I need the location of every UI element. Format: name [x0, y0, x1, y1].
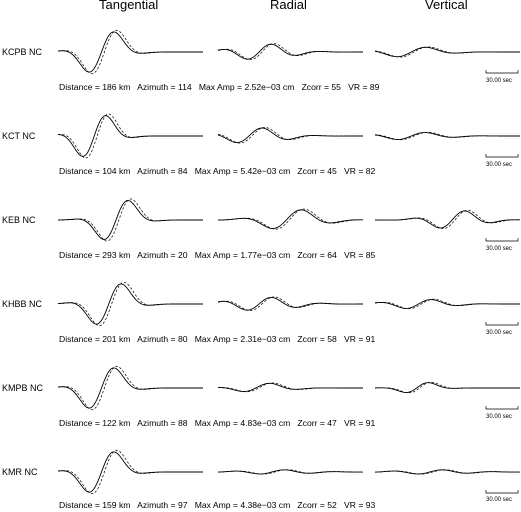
time-scale-bar [486, 490, 518, 493]
synthetic-trace-vertical [375, 132, 520, 139]
synthetic-trace-tangential [58, 114, 203, 158]
observed-trace-tangential [58, 368, 203, 408]
synthetic-trace-radial [218, 383, 363, 392]
azimuth-label: Azimuth = 97 [137, 500, 188, 510]
azimuth-label: Azimuth = 20 [137, 250, 188, 260]
distance-label: Distance = 201 km [59, 334, 131, 344]
station-name: KCPB NC [2, 47, 43, 57]
time-scale-label: 30.00 sec [486, 246, 513, 252]
max-amp-label: Max Amp = 1.77e−03 cm [194, 250, 291, 260]
station-name: KCT NC [2, 131, 36, 141]
zcorr-label: Zcorr = 47 [297, 418, 337, 428]
synthetic-trace-vertical [375, 210, 520, 228]
synthetic-trace-radial [218, 127, 363, 143]
distance-label: Distance = 293 km [59, 250, 131, 260]
max-amp-label: Max Amp = 2.31e−03 cm [194, 334, 291, 344]
column-header-tangential: Tangential [99, 0, 159, 12]
synthetic-trace-vertical [375, 47, 520, 57]
distance-label: Distance = 122 km [59, 418, 131, 428]
distance-label: Distance = 104 km [59, 166, 131, 176]
max-amp-label: Max Amp = 2.52e−03 cm [198, 82, 295, 92]
time-scale-bar [486, 406, 518, 409]
azimuth-label: Azimuth = 88 [137, 418, 188, 428]
synthetic-trace-radial [218, 209, 363, 229]
time-scale-label: 30.00 sec [486, 497, 513, 503]
zcorr-label: Zcorr = 52 [297, 500, 337, 510]
time-scale-bar [486, 322, 518, 325]
observed-trace-radial [218, 470, 363, 474]
time-scale-bar [486, 154, 518, 157]
time-scale-label: 30.00 sec [486, 330, 513, 336]
observed-trace-radial [218, 383, 363, 391]
observed-trace-vertical [375, 300, 520, 309]
observed-trace-radial [218, 297, 363, 310]
observed-trace-vertical [375, 383, 520, 393]
time-scale-label: 30.00 sec [486, 414, 513, 420]
distance-label: Distance = 159 km [59, 500, 131, 510]
zcorr-label: Zcorr = 58 [297, 334, 337, 344]
observed-trace-radial [218, 210, 363, 229]
observed-trace-radial [218, 44, 363, 59]
zcorr-label: Zcorr = 45 [297, 166, 337, 176]
vr-label: VR = 91 [344, 418, 376, 428]
synthetic-trace-vertical [375, 382, 520, 393]
observed-trace-tangential [58, 284, 203, 324]
max-amp-label: Max Amp = 4.83e−03 cm [194, 418, 291, 428]
vr-label: VR = 85 [344, 250, 376, 260]
vr-label: VR = 93 [344, 500, 376, 510]
time-scale-label: 30.00 sec [486, 78, 513, 84]
distance-label: Distance = 186 km [59, 82, 131, 92]
column-header-vertical: Vertical [425, 0, 468, 12]
synthetic-trace-tangential [58, 199, 203, 241]
vr-label: VR = 89 [348, 82, 380, 92]
station-name: KMPB NC [2, 383, 44, 393]
station-name: KEB NC [2, 215, 36, 225]
observed-trace-tangential [58, 452, 203, 492]
time-scale-label: 30.00 sec [486, 162, 513, 168]
zcorr-label: Zcorr = 55 [301, 82, 341, 92]
observed-trace-vertical [375, 470, 520, 474]
zcorr-label: Zcorr = 64 [297, 250, 337, 260]
azimuth-label: Azimuth = 114 [137, 82, 192, 92]
max-amp-label: Max Amp = 4.38e−03 cm [194, 500, 291, 510]
max-amp-label: Max Amp = 5.42e−03 cm [194, 166, 291, 176]
observed-trace-vertical [375, 211, 520, 228]
azimuth-label: Azimuth = 80 [137, 334, 188, 344]
azimuth-label: Azimuth = 84 [137, 166, 188, 176]
vr-label: VR = 91 [344, 334, 376, 344]
observed-trace-tangential [58, 32, 203, 72]
observed-trace-radial [218, 128, 363, 143]
station-name: KHBB NC [2, 299, 43, 309]
time-scale-bar [486, 70, 518, 73]
vr-label: VR = 82 [344, 166, 376, 176]
station-name: KMR NC [2, 467, 38, 477]
time-scale-bar [486, 238, 518, 241]
column-header-radial: Radial [270, 0, 307, 12]
